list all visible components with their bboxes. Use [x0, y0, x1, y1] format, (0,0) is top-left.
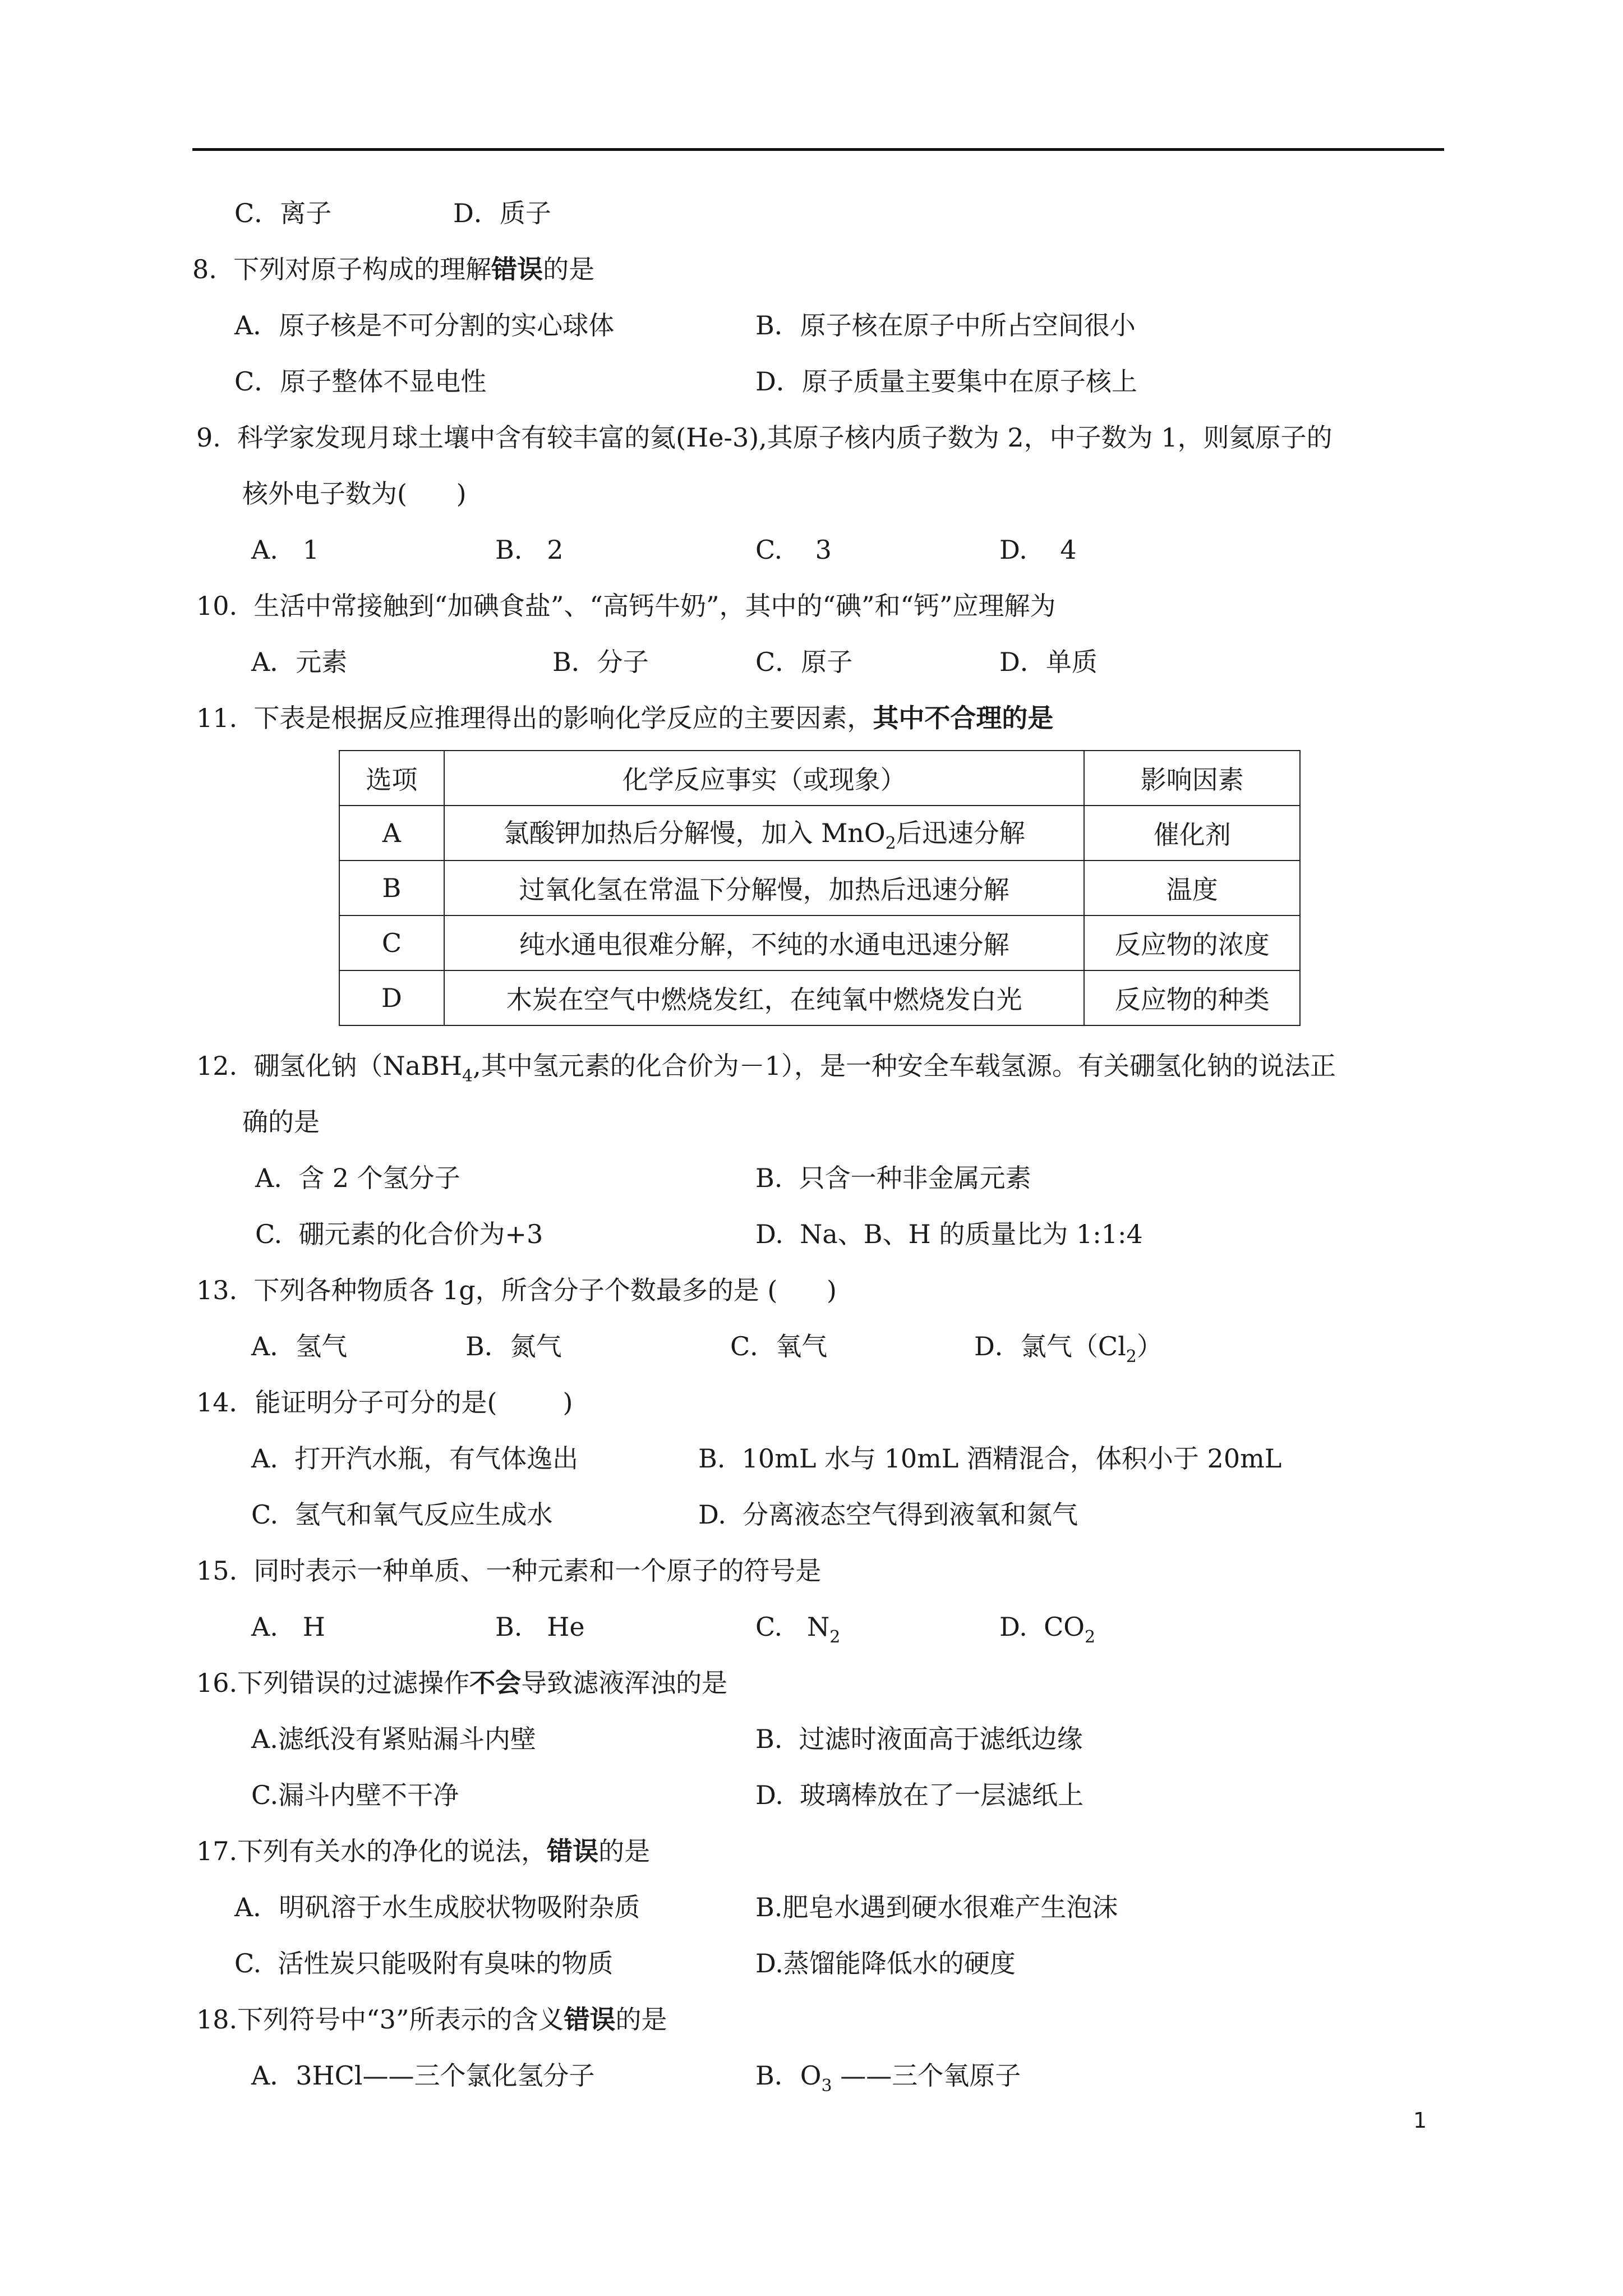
- q9-option-b: B. 2: [495, 535, 564, 565]
- q14-option-d: D. 分离液态空气得到液氧和氮气: [698, 1499, 1078, 1530]
- table-header-row: [339, 751, 1300, 806]
- table-cell-fact: 氯酸钾加热后分解慢，加入 MnO$_2$后迅速分解: [444, 806, 1085, 861]
- q11-stem: 11. 下表是根据反应推理得出的影响化学反应的主要因素，其中不合理的是: [196, 703, 1054, 733]
- q8-option-b: B．原子核在原子中所占空间很小: [755, 310, 1136, 341]
- q18-stem: 18.下列符号中“3”所表示的含义错误的是: [196, 2004, 667, 2035]
- table-cell-option: A: [339, 806, 444, 861]
- table-cell-fact: 木炭在空气中燃烧发红，在纯氧中燃烧发白光: [444, 970, 1085, 1025]
- table-header: 影响因素: [1084, 751, 1300, 806]
- q17-option-d: D.蒸馏能降低水的硬度: [755, 1948, 1016, 1978]
- q9-option-a: A. 1: [251, 535, 319, 565]
- q14-stem: 14．能证明分子可分的是( ): [196, 1387, 573, 1418]
- header-rule: [192, 148, 1444, 151]
- q12-stem-line1: 12. 硼氢化钠（NaBH$_4$,其中氢元素的化合价为－1），是一种安全车载氢源。有关硼氢化钠的说法正: [196, 1051, 1336, 1086]
- q13-stem: 13. 下列各种物质各 1g，所含分子个数最多的是 ( ): [196, 1275, 837, 1305]
- q15-option-a: A. H: [251, 1612, 325, 1642]
- q10-option-d: D．单质: [999, 647, 1098, 677]
- table-cell-option: C: [339, 915, 444, 970]
- q10-option-a: A．元素: [251, 647, 348, 677]
- table-cell-factor: 反应物的种类: [1084, 970, 1300, 1025]
- table-row: [339, 970, 1300, 1025]
- q16-option-b: B. 过滤时液面高于滤纸边缘: [755, 1724, 1083, 1754]
- q17-option-a: A．明矾溶于水生成胶状物吸附杂质: [234, 1892, 640, 1922]
- q15-option-d: D. $CO_2$: [999, 1612, 1096, 1647]
- q14-option-b: B. 10mL 水与 10mL 酒精混合，体积小于 20mL: [698, 1443, 1282, 1474]
- q16-stem: 16.下列错误的过滤操作不会导致滤液浑浊的是: [196, 1668, 728, 1698]
- q14-option-c: C. 氢气和氧气反应生成水: [251, 1499, 553, 1530]
- page-number: 1: [1413, 2108, 1427, 2133]
- q14-option-a: A. 打开汽水瓶，有气体逸出: [251, 1443, 579, 1474]
- q16-option-a: A.滤纸没有紧贴漏斗内壁: [251, 1724, 536, 1754]
- table-cell-factor: 温度: [1084, 861, 1300, 915]
- q15-stem: 15. 同时表示一种单质、一种元素和一个原子的符号是: [196, 1556, 822, 1586]
- table-cell-option: D: [339, 970, 444, 1025]
- q10-stem: 10. 生活中常接触到“加碘食盐”、“高钙牛奶”，其中的“碘”和“钙”应理解为: [196, 591, 1056, 621]
- table-row: [339, 861, 1300, 915]
- q7-option-d: D．质子: [453, 198, 551, 228]
- q12-option-c: C. 硼元素的化合价为+3: [255, 1219, 543, 1249]
- q17-option-b: B.肥皂水遇到硬水很难产生泡沫: [755, 1892, 1118, 1922]
- q12-stem-line2: 确的是: [242, 1107, 320, 1137]
- table-cell-factor: 催化剂: [1084, 806, 1300, 861]
- table-row: [339, 915, 1300, 970]
- q12-option-a: A. 含 2 个氢分子: [255, 1163, 460, 1193]
- q16-option-d: D. 玻璃棒放在了一层滤纸上: [755, 1780, 1084, 1810]
- q12-option-b: B. 只含一种非金属元素: [755, 1163, 1031, 1193]
- q7-option-c: C．离子: [234, 198, 332, 228]
- q15-option-b: B. He: [495, 1612, 585, 1642]
- q9-stem-line2: 核外电子数为( ): [242, 478, 467, 509]
- table-header: 选项: [339, 751, 444, 806]
- q13-option-b: B．氮气: [465, 1331, 562, 1361]
- q10-option-c: C．原子: [755, 647, 853, 677]
- q8-option-d: D．原子质量主要集中在原子核上: [755, 366, 1137, 397]
- q15-option-c: C. $N_2$: [755, 1612, 841, 1647]
- q17-stem: 17.下列有关水的净化的说法，错误的是: [196, 1836, 651, 1866]
- q9-option-d: D. 4: [999, 535, 1077, 565]
- table-row: [339, 806, 1300, 861]
- q8-stem: 8. 下列对原子构成的理解错误的是: [192, 254, 595, 284]
- q16-option-c: C.漏斗内壁不干净: [251, 1780, 459, 1810]
- q12-option-d: D. Na、B、H 的质量比为 1:1:4: [755, 1219, 1143, 1249]
- q8-option-a: A．原子核是不可分割的实心球体: [234, 310, 615, 341]
- q13-option-c: C．氧气: [730, 1331, 828, 1361]
- q18-option-b: B．$O_3$ ——三个氧原子: [755, 2060, 1021, 2096]
- table-cell-option: B: [339, 861, 444, 915]
- q9-stem-line1: 9. 科学家发现月球土壤中含有较丰富的氦(He-3),其原子核内质子数为 2，中子数为 1，则氦原子的: [196, 422, 1332, 453]
- table-header: 化学反应事实（或现象）: [444, 751, 1085, 806]
- q13-option-d: D．氯气$(Cl_2)$: [974, 1331, 1163, 1366]
- q8-option-c: C．原子整体不显电性: [234, 366, 487, 397]
- q17-option-c: C. 活性炭只能吸附有臭味的物质: [234, 1948, 614, 1978]
- q11-table: [339, 750, 1301, 1026]
- q18-option-a: A．3HCl——三个氯化氢分子: [251, 2060, 595, 2091]
- table-cell-fact: 纯水通电很难分解，不纯的水通电迅速分解: [444, 915, 1085, 970]
- q13-option-a: A．氢气: [251, 1331, 348, 1361]
- table-cell-fact: 过氧化氢在常温下分解慢，加热后迅速分解: [444, 861, 1085, 915]
- q9-option-c: C. 3: [755, 535, 832, 565]
- q10-option-b: B．分子: [552, 647, 649, 677]
- table-cell-factor: 反应物的浓度: [1084, 915, 1300, 970]
